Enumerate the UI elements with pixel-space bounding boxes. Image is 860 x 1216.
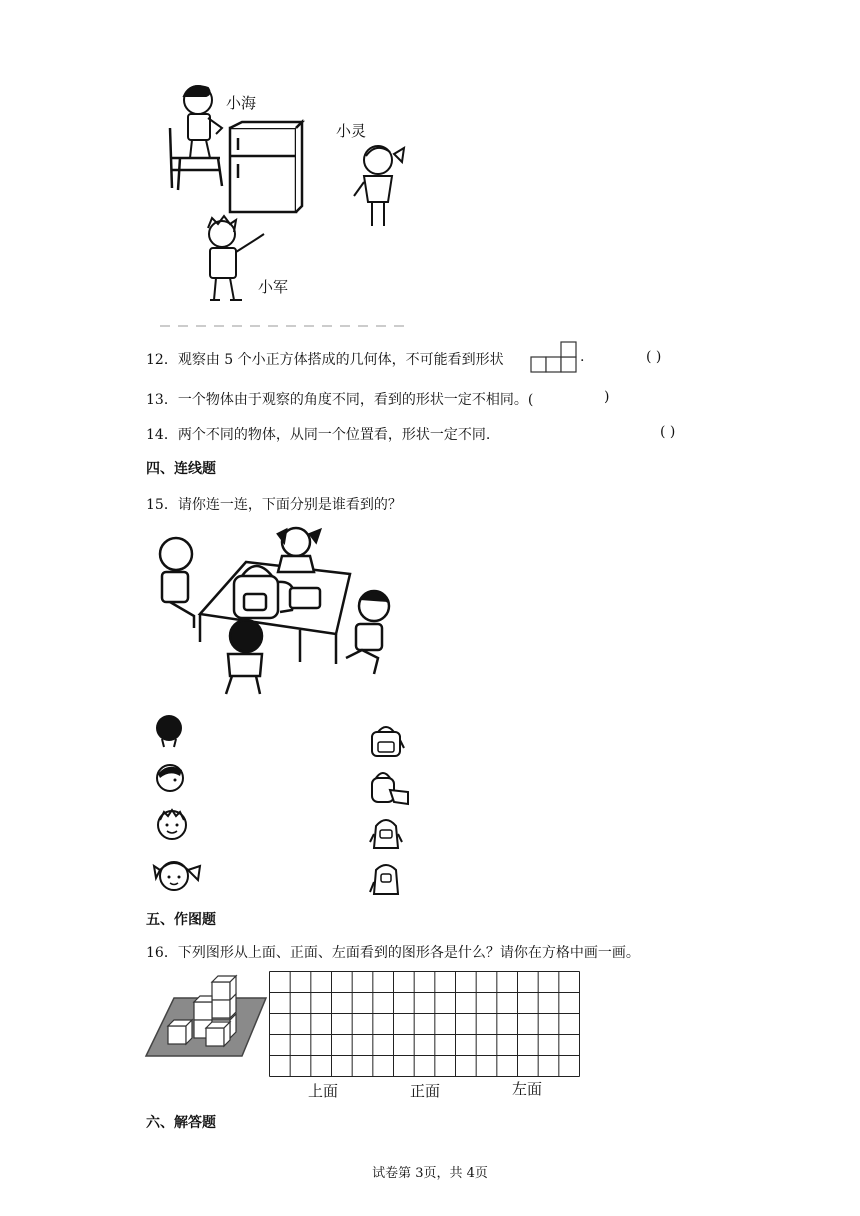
question-16-text: 下列图形从上面、正面、左面看到的图形各是什么？请你在方格中画一画。 (177, 945, 640, 961)
question-13-number: 13． (146, 392, 178, 408)
cube-figure-on-base (146, 970, 266, 1060)
page-footer: 试卷第 3页，共 4页 (372, 1166, 488, 1181)
question-14-text: 两个不同的物体，从同一个位置看，形状一定不同. (177, 427, 491, 443)
figure-observers-fridge (150, 78, 430, 333)
question-13-text: 一个物体由于观察的角度不同，看到的形状一定不相同。( (177, 392, 534, 408)
observers-fridge-drawing (150, 78, 430, 333)
backpack-icon-back-view[interactable] (368, 812, 406, 852)
question-15-text: 请你连一连，下面分别是谁看到的？ (177, 497, 402, 513)
head-icon-back-of-head[interactable] (154, 713, 186, 749)
backpack-icon-other-side-view[interactable] (368, 858, 406, 898)
drawing-grid[interactable] (269, 971, 580, 1077)
label-xiaohai: 小海 (226, 94, 257, 112)
question-12-period: . (580, 349, 585, 365)
question-14 (146, 424, 490, 444)
head-icon-girl-front[interactable] (152, 856, 204, 894)
figure-children-table-backpack (150, 524, 410, 704)
section-6-title: 六、解答题 (146, 1115, 216, 1131)
question-13 (146, 389, 533, 409)
question-12-shape (530, 340, 580, 374)
question-12-answer-blank[interactable]: ( ) (646, 349, 662, 365)
grid-label-left: 左面 (512, 1080, 543, 1098)
question-15 (146, 494, 402, 514)
backpack-icon-front-view[interactable] (368, 722, 406, 760)
question-12-text: 观察由 5 个小正方体搭成的几何体，不可能看到形状 (177, 352, 504, 368)
question-15-number: 15． (146, 497, 178, 513)
question-12-number: 12． (146, 352, 178, 368)
question-14-answer-blank[interactable]: ( ) (660, 424, 676, 440)
head-icon-boy-side[interactable] (154, 760, 188, 794)
section-5-title: 五、作图题 (146, 912, 216, 928)
label-xiaoling: 小灵 (336, 122, 367, 140)
question-12 (146, 349, 504, 369)
backpack-icon-side-view[interactable] (368, 768, 414, 808)
grid-label-top: 上面 (308, 1082, 339, 1100)
section-4-title: 四、连线题 (146, 461, 216, 477)
label-xiaojun: 小军 (258, 278, 289, 296)
question-16-number: 16． (146, 945, 178, 961)
question-14-number: 14． (146, 427, 178, 443)
question-16 (146, 942, 640, 962)
head-icon-boy-front[interactable] (154, 806, 190, 842)
grid-label-front: 正面 (410, 1082, 441, 1100)
question-13-answer-blank[interactable]: ) (604, 389, 610, 405)
